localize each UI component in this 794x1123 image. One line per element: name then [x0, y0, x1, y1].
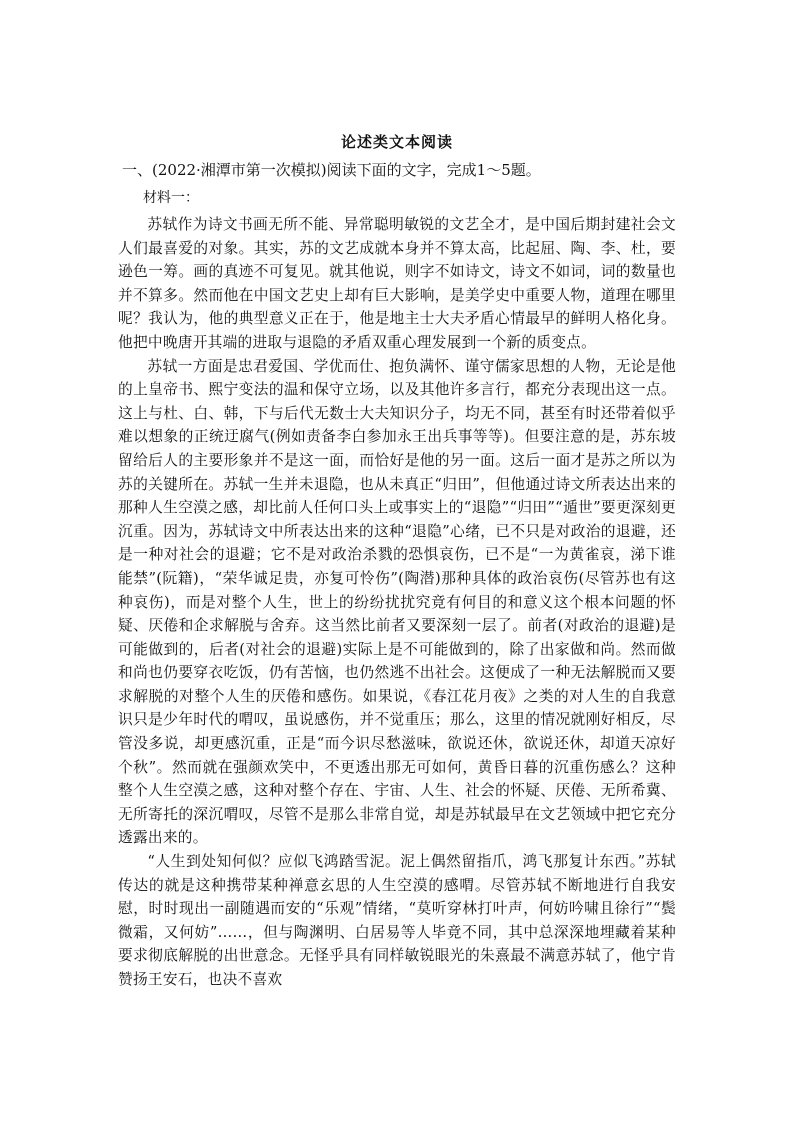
- paragraph: 苏轼作为诗文书画无所不能、异常聪明敏锐的文艺全才，是中国后期封建社会文人们最喜爱的对象。其实，苏的文艺成就本身并不算太高，比起屈、陶、李、杜，要逊色一筹。画的真迹不可复见。就其他说，则字不如诗文，诗文不如词，词的数量也并不算多。然而他在中国文艺史上却有巨大影响，是美学史中重要人物，道理在哪里呢？我认为，他的典型意义正在于，他是地主士大夫矛盾心情最早的鲜明人格化身。他把中晚唐开其端的进取与退隐的矛盾双重心理发展到一个新的质变点。: [118, 216, 676, 351]
- material-label: 材料一：: [143, 190, 199, 206]
- article-body: [118, 213, 676, 992]
- paragraph: “人生到处知何似？应似飞鸿踏雪泥。泥上偶然留指爪，鸿飞那复计东西。”苏轼传达的就是这种携带某种禅意玄思的人生空漠的感喟。尽管苏轼不断地进行自我安慰，时时现出一副随遇而安的“乐观”情绪，“莫听穿林打叶声，何妨吟啸且徐行”“鬓微霜，又何妨”……，但与陶渊明、白居易等人毕竟不同，其中总深深地埋藏着某种要求彻底解脱的出世意念。无怪乎具有同样敏锐眼光的朱熹最不满意苏轼了，他宁肯赞扬王安石，也决不喜欢: [118, 853, 676, 988]
- paragraph: 苏轼一方面是忠君爱国、学优而仕、抱负满怀、谨守儒家思想的人物，无论是他的上皇帝书、熙宁变法的温和保守立场，以及其他许多言行，都充分表现出这一点。这上与杜、白、韩，下与后代无数士大夫知识分子，均无不同，甚至有时还带着似乎难以想象的正统迂腐气(例如责备李白参加永王出兵事等等)。但要注意的是，苏东坡留给后人的主要形象并不是这一面，而恰好是他的另一面。这后一面才是苏之所以为苏的关键所在。苏轼一生并未退隐，也从未真正“归田”，但他通过诗文所表达出来的那种人生空漠之感，却比前人任何口头上或事实上的“退隐”“归田”“遁世”要更深刻更沉重。因为，苏轼诗文中所表达出来的这种“退隐”心绪，已不只是对政治的退避，还是一种对社会的退避；它不是对政治杀戮的恐惧哀伤，已不是“一为黄雀哀，涕下谁能禁”(阮籍)，“荣华诚足贵，亦复可怜伤”(陶潜)那种具体的政治哀伤(尽管苏也有这种哀伤)，而是对整个人生，世上的纷纷扰扰究竟有何目的和意义这个根本问题的怀疑、厌倦和企求解脱与舍弃。这当然比前者又要深刻一层了。前者(对政治的退避)是可能做到的，后者(对社会的退避)实际上是不可能做到的，除了出家做和尚。然而做和尚也仍要穿衣吃饭，仍有苦恼，也仍然逃不出社会。这便成了一种无法解脱而又要求解脱的对整个人生的厌倦和感伤。如果说，《春江花月夜》之类的对人生的自我意识只是少年时代的喟叹，虽说感伤，并不觉重压；那么，这里的情况就刚好相反，尽管没多说，却更感沉重，正是“而今识尽愁滋味，欲说还休，欲说还休，却道天凉好个秋”。然而就在强颜欢笑中，不更透出那无可如何，黄昏日暮的沉重伤感么？这种整个人生空漠之感，这种对整个存在、宇宙、人生、社会的怀疑、厌倦、无所希冀、无所寄托的深沉喟叹，尽管不是那么非常自觉，却是苏轼最早在文艺领域中把它充分透露出来的。: [118, 357, 676, 847]
- question-instruction: 一、(2022·湘潭市第一次模拟)阅读下面的文字，完成1～5题。: [122, 161, 541, 179]
- page-title: 论述类文本阅读: [340, 133, 453, 151]
